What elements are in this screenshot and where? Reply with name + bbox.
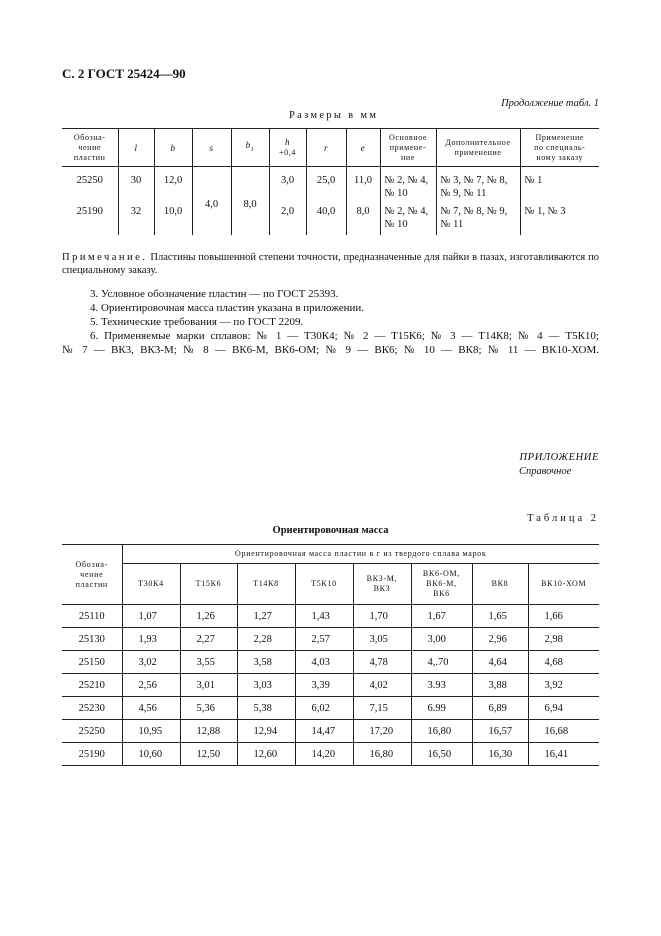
- cell-mass: 6,02: [295, 697, 353, 720]
- cell-mass: 16,80: [353, 743, 411, 766]
- cell-mass: 1,07: [122, 605, 180, 628]
- table-header-row: [62, 545, 599, 564]
- item-3: 3. Условное обозначение пластин — по ГОСТ 25393.: [90, 288, 339, 300]
- cell-mass: 4,56: [122, 697, 180, 720]
- cell-additional-use: № 3, № 7, № 8, № 9, № 11: [436, 167, 520, 203]
- col-b1-subscript: 1: [250, 146, 255, 153]
- cell-mass: 2,27: [180, 628, 237, 651]
- col-b1-symbol: b: [245, 140, 251, 151]
- item-4: 4. Ориентировочная масса пластин указана в приложении.: [90, 302, 364, 314]
- cell-l: 30: [118, 167, 154, 203]
- cell-mass: 7,15: [353, 697, 411, 720]
- cell-b1-shared: 8,0: [231, 167, 269, 236]
- cell-r: 40,0: [306, 202, 346, 235]
- cell-mass: 1,26: [180, 605, 237, 628]
- cell-mass: 12,50: [180, 743, 237, 766]
- table-row: [62, 743, 599, 766]
- cell-mass: 3,39: [295, 674, 353, 697]
- cell-mass: 3,55: [180, 651, 237, 674]
- col-s: s: [192, 129, 231, 167]
- cell-mass: 3,01: [180, 674, 237, 697]
- col-special-use: Применение по специаль- ному заказу: [520, 129, 599, 167]
- col-main-use: Основное примене- ние: [380, 129, 436, 167]
- cell-special-use: № 1: [520, 167, 599, 203]
- cell-mass: 5,36: [180, 697, 237, 720]
- cell-mass: 16,30: [472, 743, 528, 766]
- col-alloy: Т30К4: [122, 564, 180, 605]
- cell-designation: 25130: [62, 628, 122, 651]
- cell-mass: 2,28: [237, 628, 295, 651]
- table-row: [62, 628, 599, 651]
- cell-mass: 4,78: [353, 651, 411, 674]
- cell-mass: 2,57: [295, 628, 353, 651]
- note-text: Пластины повышенной степени точности, предназначенные для пайки в пазах, изготавливаются по специальному заказу.: [62, 252, 599, 276]
- table2-label: Таблица 2: [527, 513, 599, 524]
- cell-mass: 17,20: [353, 720, 411, 743]
- cell-mass: 3,03: [237, 674, 295, 697]
- cell-mass: 16,50: [411, 743, 472, 766]
- item-5: 5. Технические требования — по ГОСТ 2209.: [90, 316, 304, 328]
- cell-b: 12,0: [154, 167, 192, 203]
- cell-mass: 12,60: [237, 743, 295, 766]
- cell-additional-use: № 7, № 8, № 9, № 11: [436, 202, 520, 235]
- cell-mass: 1,65: [472, 605, 528, 628]
- cell-designation: 25190: [62, 743, 122, 766]
- mass-table: [62, 544, 599, 766]
- cell-mass: 10,95: [122, 720, 180, 743]
- cell-e: 8,0: [346, 202, 380, 235]
- cell-mass: 4,64: [472, 651, 528, 674]
- cell-mass: 3,88: [472, 674, 528, 697]
- cell-mass: 1,70: [353, 605, 411, 628]
- col-l: l: [118, 129, 154, 167]
- appendix-kind: Справочное: [519, 466, 572, 477]
- col-h: [269, 129, 306, 167]
- appendix-title: ПРИЛОЖЕНИЕ: [519, 452, 599, 463]
- col-alloy: ВК3-М, ВК3: [353, 564, 411, 605]
- cell-mass: 4,.70: [411, 651, 472, 674]
- cell-mass: 2,56: [122, 674, 180, 697]
- col-b1: [231, 129, 269, 167]
- cell-mass: 3,92: [528, 674, 599, 697]
- cell-mass: 16,68: [528, 720, 599, 743]
- col-h-tolerance: +0,4: [279, 148, 296, 157]
- col-b: b: [154, 129, 192, 167]
- cell-e: 11,0: [346, 167, 380, 203]
- col-h-symbol: h: [284, 137, 291, 147]
- cell-mass: 1,93: [122, 628, 180, 651]
- cell-mass: 14,47: [295, 720, 353, 743]
- col-designation: Обозна- чение пластин: [62, 545, 122, 605]
- cell-designation: 25210: [62, 674, 122, 697]
- cell-mass: 5,38: [237, 697, 295, 720]
- cell-designation: 25230: [62, 697, 122, 720]
- dimensions-caption: Размеры в мм: [289, 110, 379, 121]
- table-row: [62, 167, 599, 203]
- cell-mass: 3,05: [353, 628, 411, 651]
- table-row: [62, 651, 599, 674]
- cell-mass: 4,68: [528, 651, 599, 674]
- cell-mass: 16,57: [472, 720, 528, 743]
- cell-mass: 12,94: [237, 720, 295, 743]
- cell-mass: 2,96: [472, 628, 528, 651]
- cell-designation: 25250: [62, 720, 122, 743]
- table-header-row: [62, 129, 599, 167]
- dimensions-table: [62, 128, 599, 235]
- cell-h: 2,0: [269, 202, 306, 235]
- cell-mass: 16,41: [528, 743, 599, 766]
- cell-mass: 3,00: [411, 628, 472, 651]
- cell-mass: 6,94: [528, 697, 599, 720]
- cell-mass: 1,67: [411, 605, 472, 628]
- cell-designation: 25190: [76, 206, 103, 217]
- col-alloy: ВК8: [472, 564, 528, 605]
- col-alloy: Т15К6: [180, 564, 237, 605]
- cell-mass: 3,58: [237, 651, 295, 674]
- cell-h: 3,0: [269, 167, 306, 203]
- cell-b: 10,0: [154, 202, 192, 235]
- cell-mass: 1,66: [528, 605, 599, 628]
- cell-mass: 12,88: [180, 720, 237, 743]
- cell-mass: 3,02: [122, 651, 180, 674]
- cell-mass: 6.99: [411, 697, 472, 720]
- col-alloy: Т5К10: [295, 564, 353, 605]
- cell-l: 32: [118, 202, 154, 235]
- cell-mass: 2,98: [528, 628, 599, 651]
- table-note: [62, 251, 599, 277]
- cell-s-shared: 4,0: [192, 167, 231, 236]
- col-alloy: ВК10-ХОМ: [528, 564, 599, 605]
- item-6: 6. Применяемые марки сплавов: № 1 — Т30К4; № 2 — Т15К6; № 3 — Т14К8; № 4 — Т5К10;: [90, 330, 599, 342]
- col-alloy: Т14К8: [237, 564, 295, 605]
- cell-mass: 1,27: [237, 605, 295, 628]
- cell-mass: 3.93: [411, 674, 472, 697]
- cell-main-use: № 2, № 4, № 10: [380, 167, 436, 203]
- table-header-row: [62, 564, 599, 605]
- table-continuation-note: Продолжение табл. 1: [501, 98, 599, 109]
- cell-designation: 25150: [62, 651, 122, 674]
- cell-main-use: № 2, № 4, № 10: [380, 202, 436, 235]
- cell-mass: 1,43: [295, 605, 353, 628]
- cell-mass: 14,20: [295, 743, 353, 766]
- cell-mass: 16,80: [411, 720, 472, 743]
- numbered-items: [62, 287, 599, 357]
- table-row: [62, 674, 599, 697]
- cell-mass: 4,02: [353, 674, 411, 697]
- cell-mass: 6,89: [472, 697, 528, 720]
- table-row: [62, 202, 599, 235]
- cell-special-use: № 1, № 3: [520, 202, 599, 235]
- table-row: [62, 605, 599, 628]
- col-designation: Обозна- чение пластин: [62, 129, 118, 167]
- col-e: e: [346, 129, 380, 167]
- item-6-continued: № 7 — ВК3, ВК3-М; № 8 — ВК6-М, ВК6-ОМ; № 9 — ВК6; № 10 — ВК8; № 11 — ВК10-ХОМ.: [62, 344, 599, 356]
- table2-title: Ориентировочная масса: [272, 525, 389, 536]
- col-group-header: Ориентировочная масса пластин в г из твердого сплава марок: [122, 545, 599, 564]
- note-label: Примечание.: [62, 252, 148, 263]
- table-row: [62, 697, 599, 720]
- col-alloy: ВК6-ОМ, ВК6-М, ВК6: [411, 564, 472, 605]
- col-r: r: [306, 129, 346, 167]
- page-header: С. 2 ГОСТ 25424—90: [62, 66, 186, 81]
- cell-designation: 25250: [76, 175, 103, 186]
- table-row: [62, 720, 599, 743]
- cell-designation: 25110: [62, 605, 122, 628]
- col-additional-use: Дополнительное применение: [436, 129, 520, 167]
- cell-mass: 4,03: [295, 651, 353, 674]
- cell-r: 25,0: [306, 167, 346, 203]
- cell-mass: 10,60: [122, 743, 180, 766]
